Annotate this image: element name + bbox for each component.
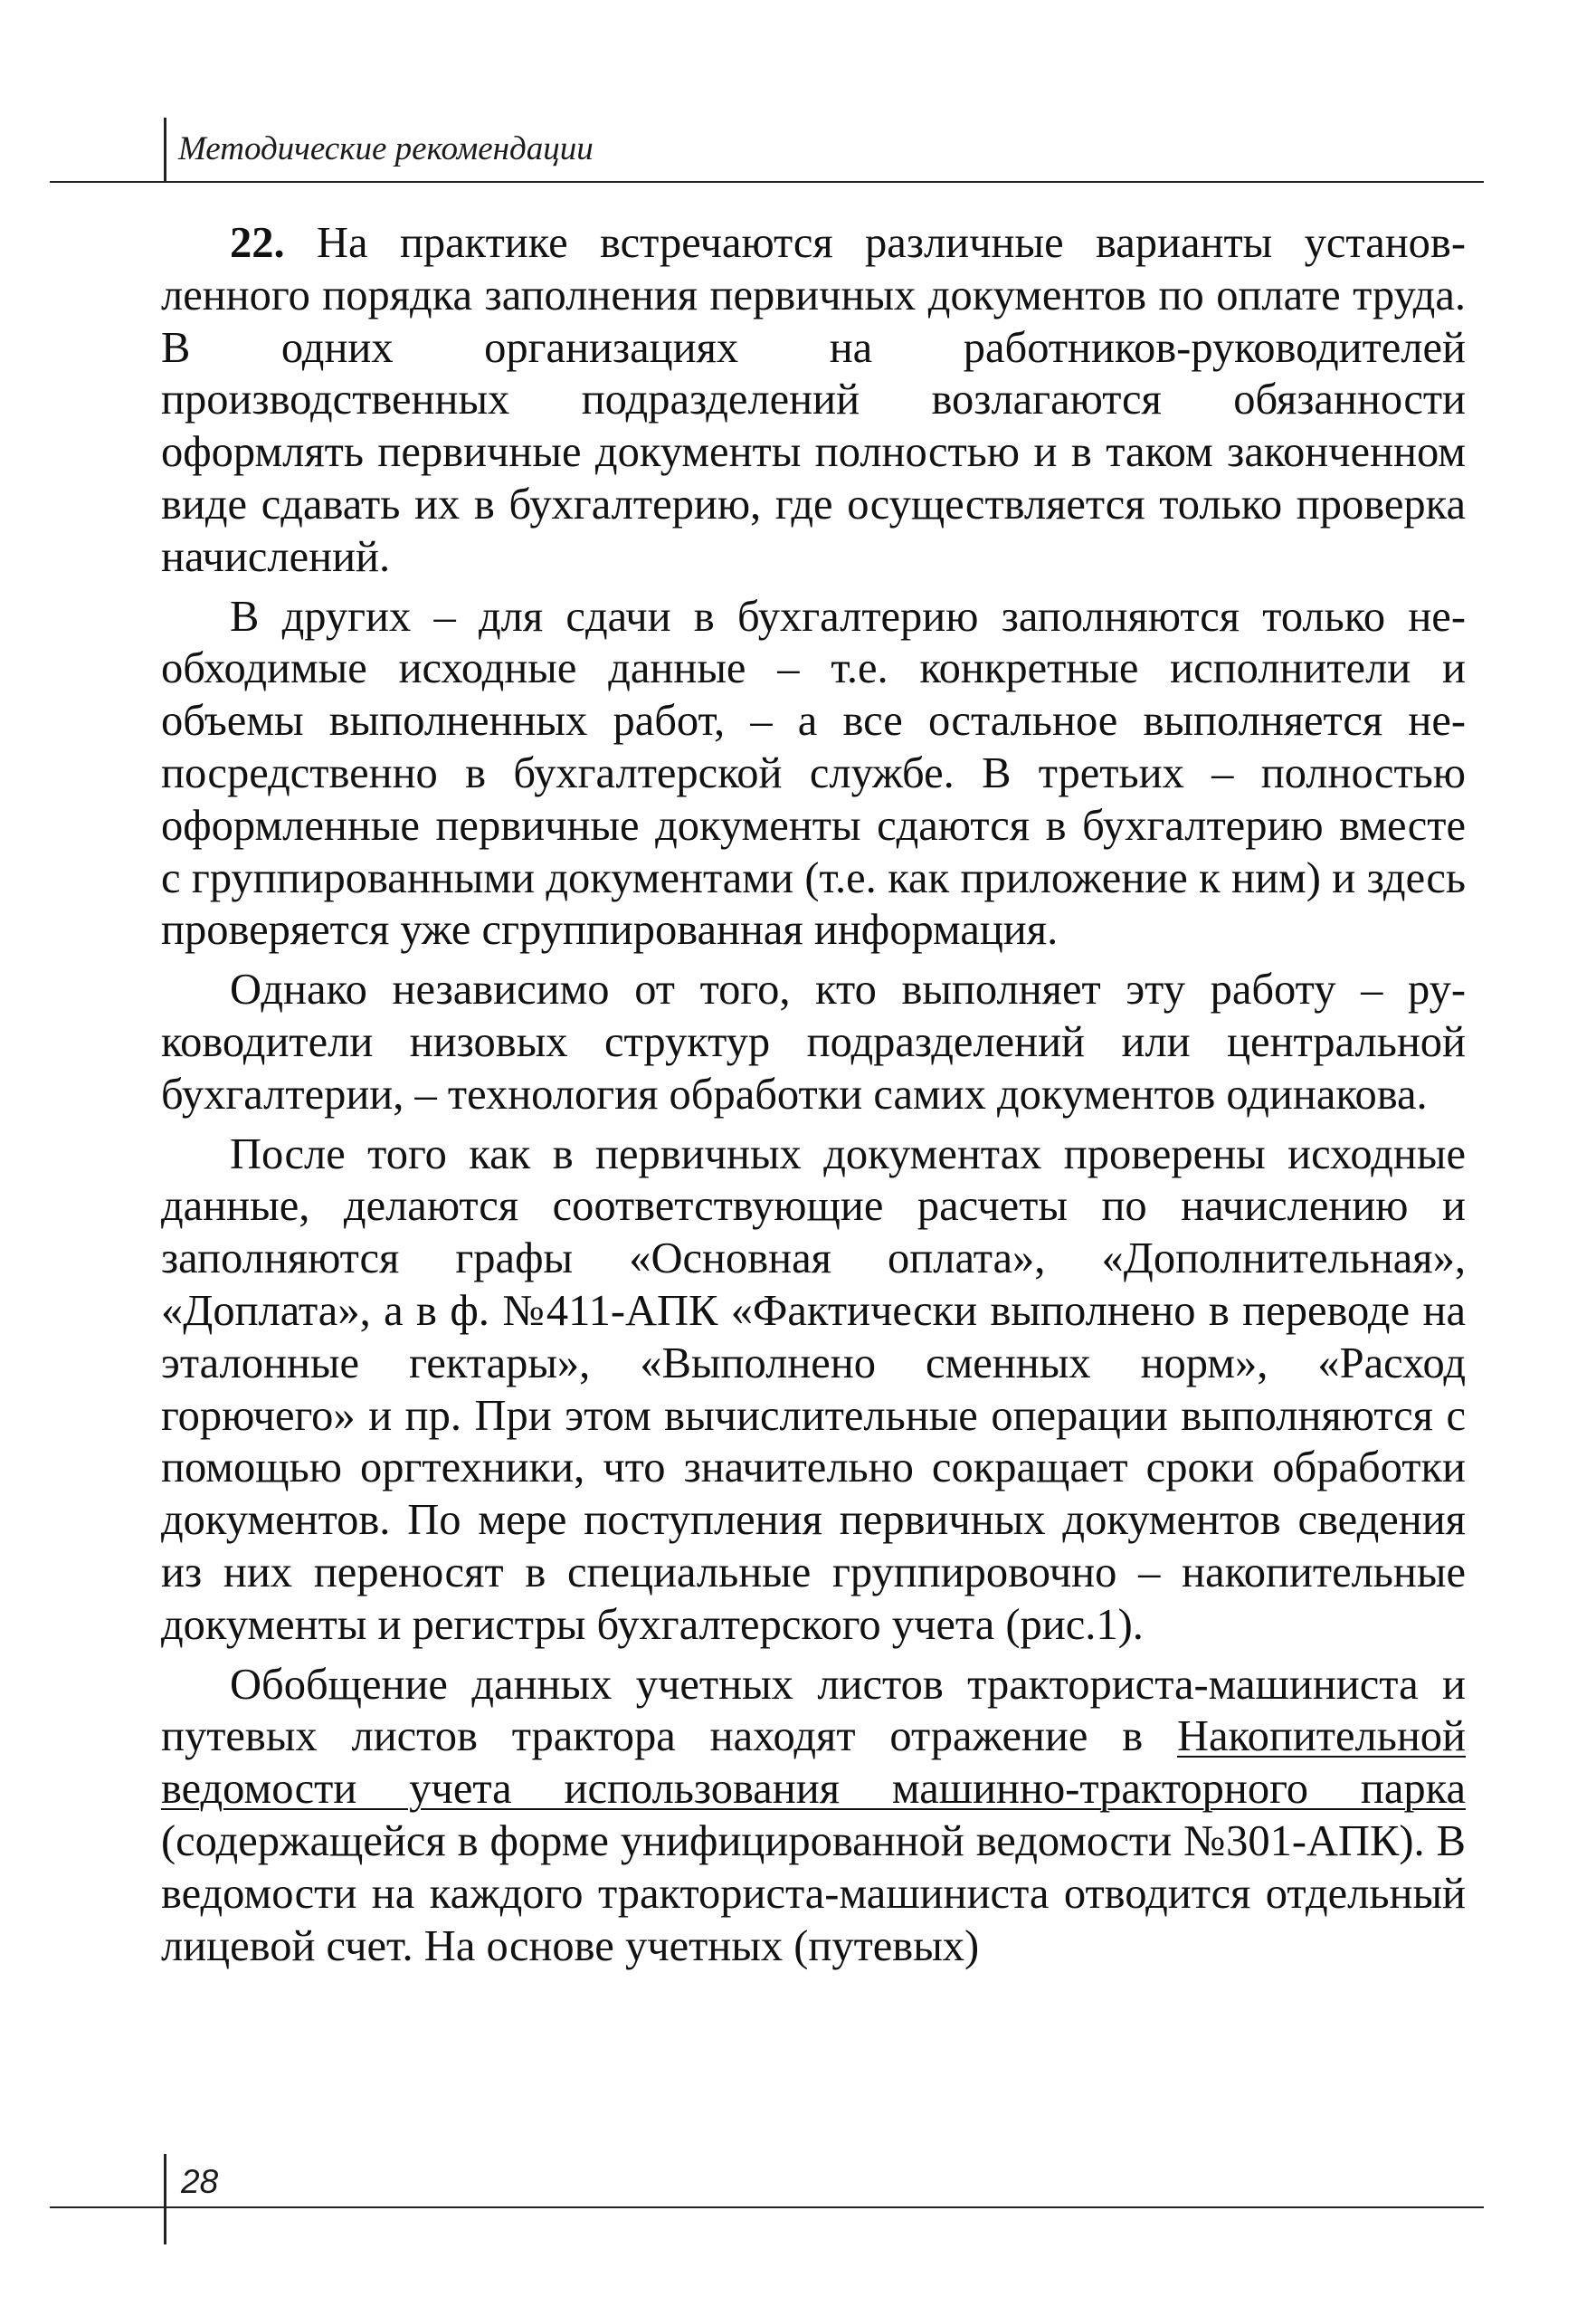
footer-rule <box>50 2206 1484 2208</box>
underlined-document-name: Накопительной ведомости учета использования машинно-тракторного парка <box>161 1712 1466 1814</box>
paragraph: После того как в первичных документах проверены исходные данные, делаются соответствующие расчеты по начислению и заполняются графы «Основная оплата», «Дополнительная», «Доплата», а в ф. №411-АПК «Фактически выполнено в переводе на эталонные гектары», «Выполнено сменных норм», «Расход горючего» и пр. При этом вычислительные операции выполняются с помощью оргтехники, что значительно сокращает сроки обработки документов. По мере поступления первичных документов сведения из них переносят в специальные группировочно – накопительные документы и регистры бухгалтерского учета (рис.1). <box>161 1129 1466 1649</box>
paragraph-text: Обобщение данных учетных листов тракториста-машиниста и путевых листов трактора находят отражение в <box>161 1660 1466 1761</box>
paragraph-22 <box>161 217 1466 584</box>
paragraph: Однако независимо от того, кто выполняет эту работу – руководители низовых структур подразделений или центральной бухгалтерии, – технология обработки самих документов одинакова. <box>161 966 1466 1119</box>
page-body <box>161 217 1466 1979</box>
paragraph-number: 22. <box>230 219 285 267</box>
paragraph-text: (содержащейся в форме унифицированной ведомости №301-АПК). В ведомости на каждого тракториста-машиниста отводится отдельный лицевой счет. На основе учетных (путевых) <box>161 1816 1466 1970</box>
header-vertical-rule <box>164 118 166 183</box>
running-title: Методические рекомендации <box>178 130 594 167</box>
footer-vertical-rule <box>164 2154 166 2244</box>
paragraph: В других – для сдачи в бухгалтерию заполняются только необходимые исходные данные – т.е. конкретные исполнители и объемы выполненных работ, – а все остальное выполняется непосредственно в бухгалтерской службе. В третьих – полностью оформленные первичные документы сдаются в бухгалтерию вместе с группированными документами (т.е. как приложение к ним) и здесь проверяется уже сгруппированная информация. <box>161 592 1466 955</box>
page-number: 28 <box>181 2163 219 2200</box>
paragraph <box>161 1659 1466 1973</box>
paragraph-text: На практике встречаются различные варианты установленного порядка заполнения первичных документов по оплате труда. В одних организациях на работников-руководителей производственных подразделений возлагаются обязанности оформлять первичные документы полностью и в таком законченном виде сдавать их в бухгалтерию, где осуществляется только проверка начислений. <box>161 219 1466 581</box>
header-rule <box>50 181 1484 183</box>
